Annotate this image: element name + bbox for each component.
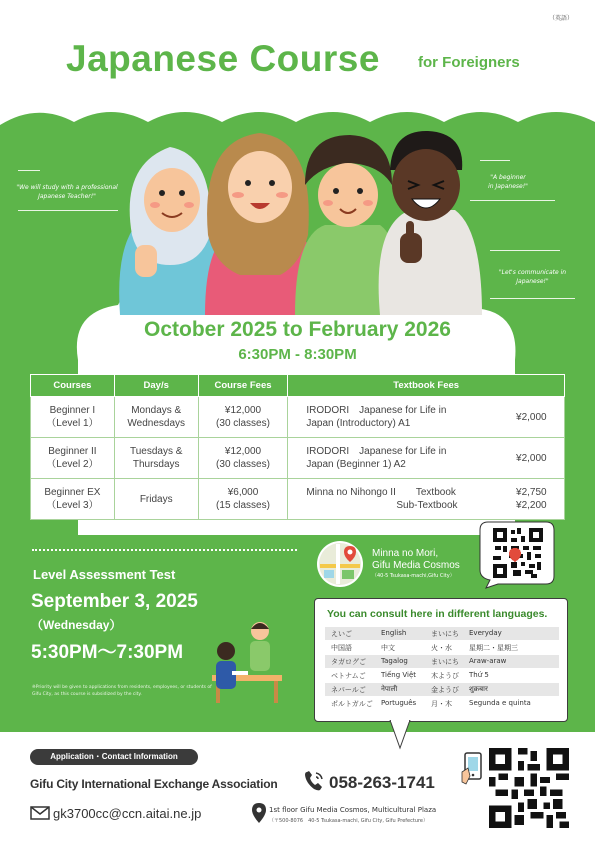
available-days-native: Thứ 5 <box>469 671 489 679</box>
speech-text-right-bottom: "Let's communicate in Japanese!" <box>498 269 567 285</box>
assessment-title: Level Assessment Test <box>33 567 176 582</box>
venue-name <box>372 548 460 572</box>
map-icon <box>316 540 364 588</box>
deco-dash <box>490 250 560 251</box>
available-days-native: 星期二・星期三 <box>469 644 518 652</box>
header-courses: Courses <box>31 375 115 397</box>
language-name-ja: えいご <box>331 630 352 638</box>
office-address-line2: （〒500-8076 40-5 Tsukasa-machi, Gifu City, Gifu Prefecture） <box>269 818 429 824</box>
consult-box-tail <box>388 720 412 750</box>
list-item <box>325 627 559 640</box>
list-item <box>325 683 559 696</box>
course-days: Mondays & Wednesdays <box>114 397 198 438</box>
table-row <box>31 438 565 479</box>
map-qr-code-icon[interactable] <box>493 528 543 578</box>
list-item <box>325 655 559 668</box>
page-title: Japanese Course <box>66 38 380 79</box>
organization-name: Gifu City International Exchange Association <box>30 777 278 791</box>
list-item <box>325 641 559 654</box>
available-days-ja: 月・木 <box>431 700 452 708</box>
course-days: Fridays <box>114 479 198 520</box>
speech-text-left: "We will study with a professional Japanese Teacher!" <box>16 184 118 200</box>
language-name-ja: ポルトガルご <box>331 700 373 708</box>
language-name-native: English <box>381 629 407 637</box>
textbook-name: IRODORI Japanese for Life in Japan (Introductory) A1 <box>288 397 499 438</box>
textbook-fee: ¥2,750 ¥2,200 <box>499 479 565 520</box>
course-fee: ¥12,000 (30 classes) <box>198 397 288 438</box>
assessment-date: September 3, 2025 <box>31 591 198 612</box>
speech-text-right-top: "A beginner in Japanese!" <box>488 174 528 190</box>
header-days: Day/s <box>114 375 198 397</box>
table-row <box>31 397 565 438</box>
list-item <box>325 669 559 682</box>
assessment-weekday: （Wednesday） <box>31 618 122 632</box>
course-name: Beginner II （Level 2） <box>31 438 115 479</box>
language-name-ja: タガログご <box>331 658 366 666</box>
available-days-ja: 火・水 <box>431 644 452 652</box>
table-row <box>31 479 565 520</box>
students-illustration <box>110 125 490 315</box>
available-days-ja: 金ようび <box>431 686 459 694</box>
language-tag: （英語） <box>548 15 573 22</box>
language-name-ja: ネパールご <box>331 686 366 694</box>
assessment-time: 5:30PM～7:30PM <box>31 642 184 663</box>
language-name-ja: ベトナムご <box>331 672 366 680</box>
course-fee: ¥6,000 (15 classes) <box>198 479 288 520</box>
table-header-row <box>31 375 565 397</box>
email-address[interactable]: gk3700cc@ccn.aitai.ne.jp <box>53 806 202 821</box>
location-pin-icon <box>252 803 266 823</box>
contact-qr-code-icon[interactable] <box>489 748 569 828</box>
deco-dash <box>18 170 40 171</box>
header-course-fees: Course Fees <box>198 375 288 397</box>
course-fee: ¥12,000 (30 classes) <box>198 438 288 479</box>
deco-dash <box>18 210 118 211</box>
consult-languages-box <box>314 598 568 722</box>
textbook-name: Minna no Nihongo II Textbook Sub-Textbook <box>288 479 499 520</box>
language-name-native: 中文 <box>381 644 395 652</box>
language-name-ja: 中国語 <box>331 644 352 652</box>
language-name-native: Português <box>381 699 417 707</box>
deco-dash <box>490 298 575 299</box>
page-subtitle: for Foreigners <box>418 54 520 71</box>
venue-name-line2: Gifu Media Cosmos <box>372 560 460 571</box>
header-textbook-fees: Textbook Fees <box>288 375 565 397</box>
phone-icon <box>302 769 326 793</box>
available-days-native: Everyday <box>469 629 502 637</box>
smartphone-icon <box>460 752 486 786</box>
course-table <box>30 374 565 520</box>
venue-name-line1: Minna no Mori, <box>372 548 439 559</box>
assessment-illustration <box>202 615 292 705</box>
deco-dash <box>480 160 510 161</box>
available-days-native: Segunda e quinta <box>469 699 531 707</box>
available-days-ja: 木ようび <box>431 672 459 680</box>
priority-note: ※Priority will be given to applications from residents, employees, or students of Gifu City, as this course is subsidized by the city. <box>32 685 212 697</box>
student-hijab-illustration <box>119 147 221 315</box>
textbook-name: IRODORI Japanese for Life in Japan (Beginner 1) A2 <box>288 438 499 479</box>
textbook-fee: ¥2,000 <box>499 438 565 479</box>
language-name-native: Tagalog <box>381 657 408 665</box>
available-days-ja: まいにち <box>431 658 459 666</box>
language-name-native: नेपाली <box>381 685 398 693</box>
course-days: Tuesdays & Thursdays <box>114 438 198 479</box>
course-period: October 2025 to February 2026 <box>144 318 451 341</box>
class-time: 6:30PM - 8:30PM <box>238 346 357 363</box>
course-name: Beginner I （Level 1） <box>31 397 115 438</box>
list-item <box>325 697 559 710</box>
available-days-native: Araw-araw <box>469 657 507 665</box>
textbook-fee: ¥2,000 <box>499 397 565 438</box>
language-name-native: Tiếng Việt <box>381 671 417 679</box>
phone-number[interactable]: 058-263-1741 <box>329 773 435 792</box>
available-days-native: शुक्रबार <box>469 685 488 693</box>
contact-info-pill: Application・Contact Information <box>30 749 198 765</box>
course-name: Beginner EX （Level 3） <box>31 479 115 520</box>
deco-dash <box>470 200 555 201</box>
available-days-ja: まいにち <box>431 630 459 638</box>
student-hoodie-illustration <box>379 131 482 315</box>
dotted-divider <box>32 549 297 551</box>
consult-title: You can consult here in different languages. <box>327 608 548 620</box>
office-address-line1: 1st floor Gifu Media Cosmos, Multicultural Plaza <box>269 806 437 814</box>
venue-address: （40-5 Tsukasa-machi,Gifu City） <box>372 573 455 579</box>
mail-icon <box>30 806 50 820</box>
